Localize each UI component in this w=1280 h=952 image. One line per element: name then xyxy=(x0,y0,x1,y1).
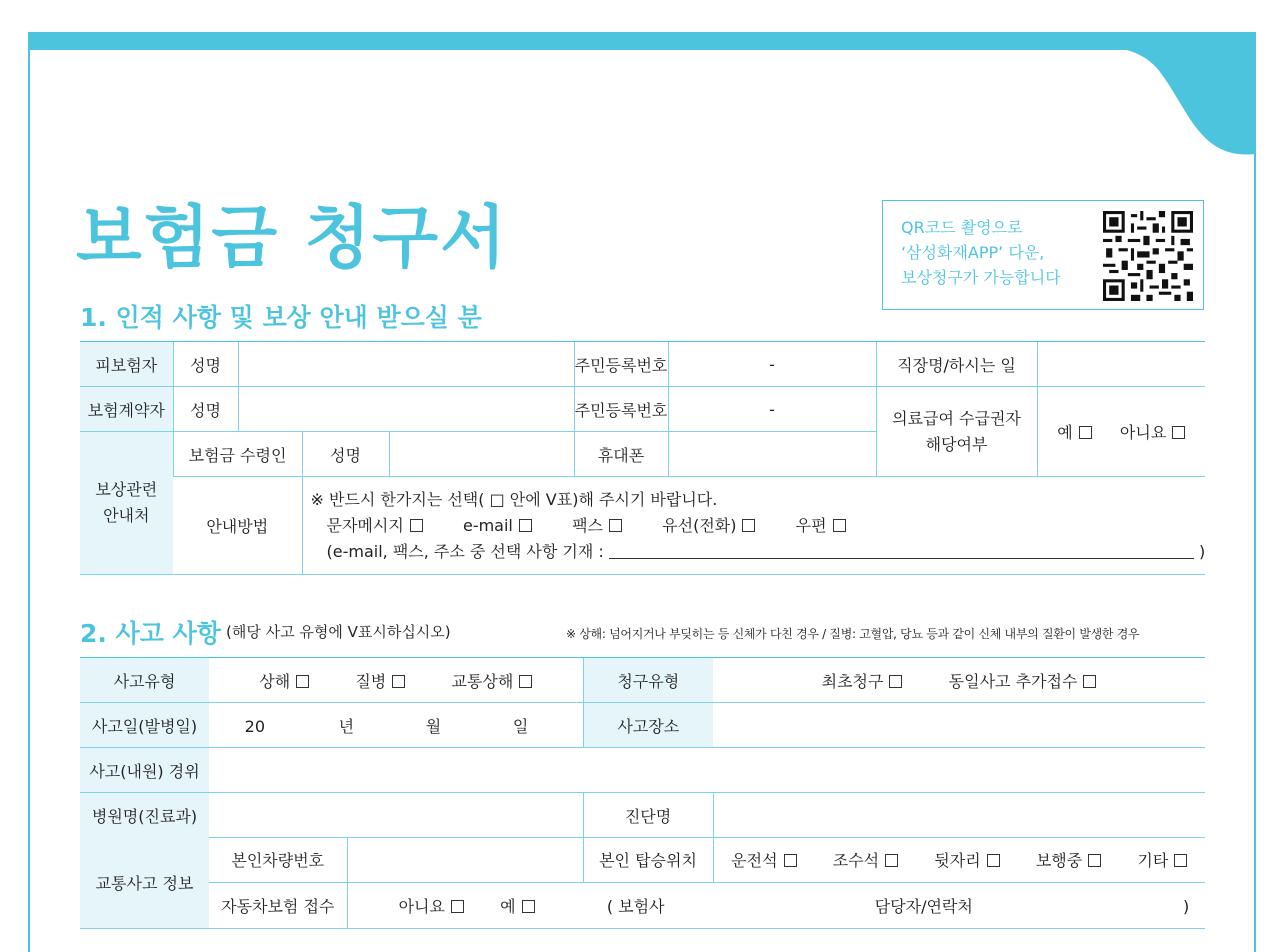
detail-prefix: (e-mail, 팩스, 주소 중 선택 사항 기재 : xyxy=(326,541,604,561)
auto-insurance-label: 자동차보험 접수 xyxy=(209,882,347,928)
history-label: 사고(내원) 경위 xyxy=(80,748,209,793)
seat-label: 본인 탑승위치 xyxy=(583,837,713,882)
checkbox[interactable] xyxy=(987,854,1000,867)
checkbox[interactable] xyxy=(833,519,846,532)
section2-subheading: (해당 사고 유형에 V표시하십시오) xyxy=(226,623,451,641)
car-number-field[interactable] xyxy=(347,837,583,882)
rrn-label: 주민등록번호 xyxy=(574,342,668,387)
claim-label: 동일사고 추가접수 xyxy=(948,671,1078,691)
detail-suffix: ) xyxy=(1199,541,1206,561)
seat-other[interactable] xyxy=(1137,851,1187,870)
method-label: 팩스 xyxy=(572,515,603,535)
checkbox[interactable] xyxy=(519,675,532,688)
qr-box xyxy=(882,200,1204,310)
car-number-label: 본인차량번호 xyxy=(209,837,347,882)
seat-options xyxy=(713,837,1205,882)
contractor-label: 보험계약자 xyxy=(80,387,173,432)
seat-passenger[interactable] xyxy=(833,851,898,870)
claim-additional[interactable] xyxy=(949,672,1097,691)
seat-option-label: 기타 xyxy=(1137,850,1169,870)
checkbox[interactable] xyxy=(1172,426,1185,439)
type-label: 질병 xyxy=(355,671,387,691)
seat-option-label: 운전석 xyxy=(731,850,778,870)
claim-type-label: 청구유형 xyxy=(583,658,713,703)
auto-insurance-field xyxy=(347,882,1205,928)
qr-text xyxy=(901,215,1091,290)
date-label: 사고일(발병일) xyxy=(80,703,209,748)
hospital-label: 병원명(진료과) xyxy=(80,793,209,838)
insured-label: 피보험자 xyxy=(80,342,173,387)
name-label: 성명 xyxy=(302,432,389,477)
qr-code-icon[interactable] xyxy=(1103,211,1193,301)
auto-option-label: 예 xyxy=(500,896,516,916)
method-phone[interactable] xyxy=(662,516,755,535)
checkbox[interactable] xyxy=(296,675,309,688)
yes-label: 예 xyxy=(1057,423,1073,442)
type-disease[interactable] xyxy=(355,672,405,691)
auto-no[interactable] xyxy=(399,897,464,916)
insured-name-field[interactable] xyxy=(238,342,574,387)
traffic-table xyxy=(80,837,1205,929)
checkbox[interactable] xyxy=(522,900,535,913)
accident-type-label: 사고유형 xyxy=(80,658,209,703)
payee-name-field[interactable] xyxy=(389,432,574,477)
place-label: 사고장소 xyxy=(583,703,713,748)
method-label: 우편 xyxy=(795,515,827,535)
auto-yes[interactable] xyxy=(500,897,534,916)
contact-person-label: 담당자/연락처 xyxy=(874,896,973,916)
seat-option-label: 보행중 xyxy=(1035,850,1083,870)
payee-label: 보험금 수령인 xyxy=(173,432,302,477)
insurer-prefix: ( 보험사 xyxy=(606,896,665,916)
claim-first[interactable] xyxy=(822,672,903,691)
history-field[interactable] xyxy=(209,748,1205,793)
checkbox[interactable] xyxy=(1174,854,1187,867)
method-email[interactable] xyxy=(463,516,532,535)
seat-pedestrian[interactable] xyxy=(1036,851,1101,870)
insured-rrn-field[interactable]: - xyxy=(668,342,876,387)
personal-info-table xyxy=(80,341,1205,575)
job-label: 직장명/하시는 일 xyxy=(876,342,1037,387)
section1-heading: 1. 인적 사항 및 보상 안내 받으실 분 xyxy=(80,303,482,332)
contact-label-line: 안내처 xyxy=(103,506,150,525)
type-injury[interactable] xyxy=(259,672,309,691)
date-month-unit: 월 xyxy=(425,716,442,736)
qr-line: ‘삼성화재APP’ 다운, xyxy=(901,243,1045,262)
checkbox[interactable] xyxy=(519,519,532,532)
claim-label: 최초청구 xyxy=(821,671,884,691)
method-label: 문자메시지 xyxy=(326,515,404,535)
section2-note: ※ 상해: 넘어지거나 부딪히는 등 신체가 다친 경우 / 질병: 고혈압, 당뇨 등과 같이 신체 내부의 질환이 발생한 경우 xyxy=(566,627,1140,641)
type-label: 교통상해 xyxy=(451,671,514,691)
checkbox[interactable] xyxy=(784,854,797,867)
guide-method-cell xyxy=(302,477,1205,575)
no-label: 아니요 xyxy=(1119,423,1167,442)
name-label: 성명 xyxy=(173,342,238,387)
checkbox[interactable] xyxy=(1088,854,1101,867)
type-traffic[interactable] xyxy=(451,672,532,691)
checkbox[interactable] xyxy=(410,519,423,532)
type-label: 상해 xyxy=(259,671,291,691)
method-mail[interactable] xyxy=(796,516,846,535)
accident-type-options xyxy=(209,658,583,703)
method-sms[interactable] xyxy=(327,516,423,535)
method-fax[interactable] xyxy=(572,516,622,535)
phone-field[interactable] xyxy=(668,432,876,477)
traffic-label: 교통사고 정보 xyxy=(80,837,209,928)
page-title: 보험금 청구서 xyxy=(76,199,508,278)
medical-aid-options xyxy=(1037,387,1205,477)
medical-aid-yes[interactable] xyxy=(1057,423,1091,442)
checkbox[interactable] xyxy=(451,900,464,913)
detail-input[interactable] xyxy=(609,542,1194,559)
place-field[interactable] xyxy=(713,703,1205,748)
medical-aid-label-line: 해당여부 xyxy=(925,434,988,454)
seat-option-label: 뒷자리 xyxy=(934,850,981,870)
job-field[interactable] xyxy=(1037,342,1205,387)
checkbox[interactable] xyxy=(1079,426,1092,439)
claim-type-options xyxy=(713,658,1205,703)
auto-option-label: 아니요 xyxy=(398,896,445,916)
phone-label: 휴대폰 xyxy=(574,432,668,477)
checkbox[interactable] xyxy=(742,519,755,532)
diagnosis-label: 진단명 xyxy=(583,793,713,838)
contractor-rrn-field[interactable]: - xyxy=(668,387,876,432)
accident-table xyxy=(80,657,1205,838)
medical-aid-no[interactable] xyxy=(1120,423,1185,442)
seat-driver[interactable] xyxy=(731,851,796,870)
date-day-unit: 일 xyxy=(512,716,529,736)
section2-heading: 2. 사고 사항 xyxy=(80,619,221,648)
date-year-prefix: 20 xyxy=(244,716,265,736)
contractor-name-field[interactable] xyxy=(238,387,574,432)
contact-label xyxy=(80,432,173,575)
medical-aid-label xyxy=(876,387,1037,477)
insurer-suffix: ) xyxy=(1183,896,1190,916)
qr-line: 보상청구가 가능합니다 xyxy=(901,268,1061,287)
checkbox[interactable] xyxy=(1083,675,1096,688)
seat-rear[interactable] xyxy=(934,851,999,870)
date-field[interactable] xyxy=(209,703,583,748)
guide-method-options xyxy=(311,513,1206,539)
seat-option-label: 조수석 xyxy=(832,850,880,870)
checkbox[interactable] xyxy=(885,854,898,867)
diagnosis-field[interactable] xyxy=(713,793,1205,838)
detail-line xyxy=(311,539,1206,565)
name-label: 성명 xyxy=(173,387,238,432)
qr-line: QR코드 촬영으로 xyxy=(901,218,1023,237)
date-year-unit: 년 xyxy=(338,716,355,736)
method-label: e-mail xyxy=(462,515,513,535)
guide-method-label: 안내방법 xyxy=(173,477,302,575)
rrn-label: 주민등록번호 xyxy=(574,387,668,432)
contact-label-line: 보상관련 xyxy=(95,480,158,499)
method-label: 유선(전화) xyxy=(662,515,737,535)
checkbox[interactable] xyxy=(609,519,622,532)
checkbox[interactable] xyxy=(392,675,405,688)
medical-aid-label-line: 의료급여 수급권자 xyxy=(892,408,1021,428)
guide-note: ※ 반드시 한가지는 선택( □ 안에 V표)해 주시기 바랍니다. xyxy=(310,489,718,509)
hospital-field[interactable] xyxy=(209,793,583,838)
checkbox[interactable] xyxy=(889,675,902,688)
